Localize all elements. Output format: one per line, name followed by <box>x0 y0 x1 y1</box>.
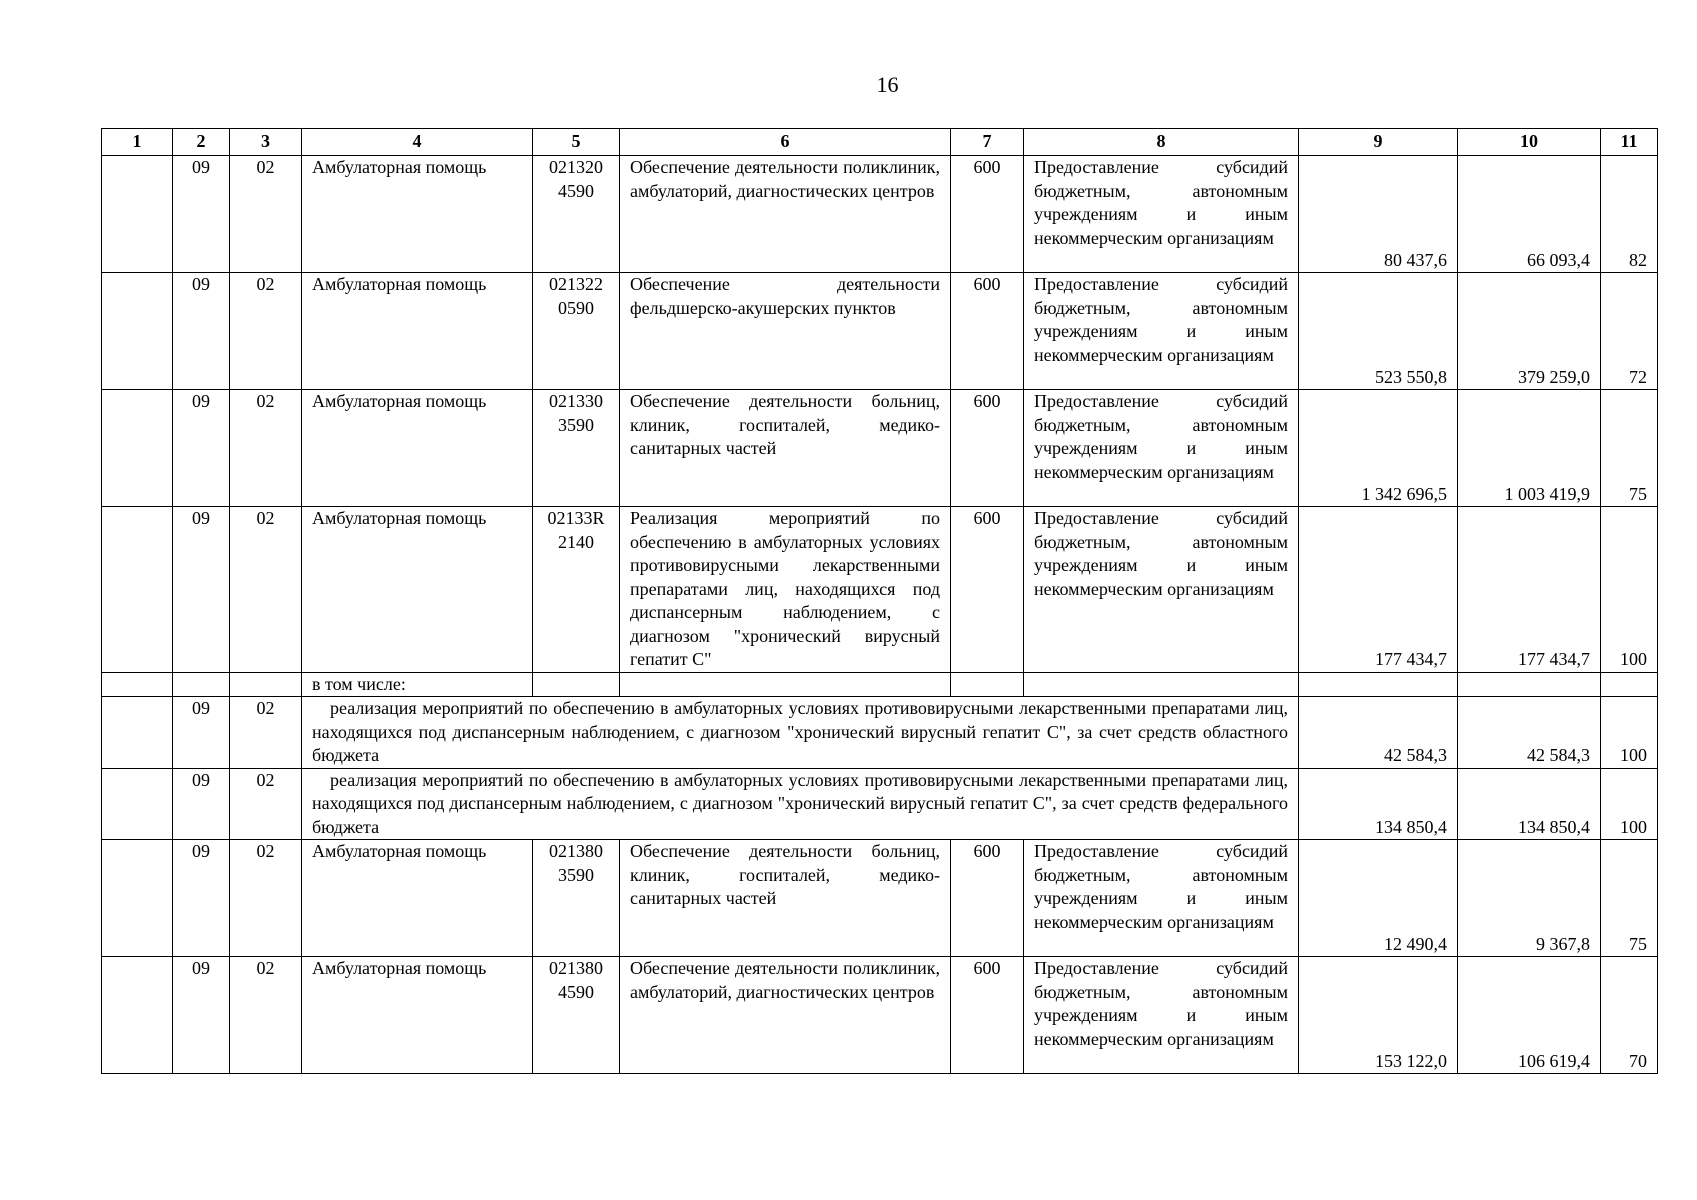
including-row <box>102 672 1658 697</box>
cell-expense-name: Предоставление субсидий бюджетным, автономным учреждениям и иным некоммерческим организациям <box>1024 390 1299 507</box>
cell-subsection: 02 <box>230 840 302 957</box>
sub-row-description: реализация мероприятий по обеспечению в амбулаторных условиях противовирусными лекарственными препаратами лиц, находящихся под диспансерным наблюдением, с диагнозом "хронический вирусный гепатит С", за счет средств федерального бюджета <box>302 768 1299 840</box>
cell-section: 09 <box>173 697 230 769</box>
cell-section: 09 <box>173 273 230 390</box>
cell-section: 09 <box>173 840 230 957</box>
header-cell: 6 <box>620 129 951 156</box>
cell-actual: 134 850,4 <box>1458 768 1601 840</box>
cell-description: Обеспечение деятельности поликлиник, амбулаторий, диагностических центров <box>620 156 951 273</box>
header-cell: 3 <box>230 129 302 156</box>
cell-col1 <box>102 697 173 769</box>
cell-section: 09 <box>173 507 230 673</box>
cell-subsection: 02 <box>230 156 302 273</box>
code-part2: 3590 <box>558 864 594 885</box>
table-row <box>102 273 1658 390</box>
code-part1: 021320 <box>549 157 603 177</box>
cell-actual: 66 093,4 <box>1458 156 1601 273</box>
code-part2: 0590 <box>558 297 594 318</box>
code-part2: 3590 <box>558 414 594 435</box>
cell-name: Амбулаторная помощь <box>302 273 533 390</box>
header-cell: 9 <box>1299 129 1458 156</box>
cell-percent: 75 <box>1601 390 1658 507</box>
cell-expense-type: 600 <box>951 507 1024 673</box>
cell-section: 09 <box>173 768 230 840</box>
cell-description: Обеспечение деятельности фельдшерско-акушерских пунктов <box>620 273 951 390</box>
cell-plan: 134 850,4 <box>1299 768 1458 840</box>
cell-expense-type: 600 <box>951 390 1024 507</box>
cell-subsection: 02 <box>230 957 302 1074</box>
page-number: 16 <box>876 72 899 97</box>
cell-name: Амбулаторная помощь <box>302 390 533 507</box>
cell-expense-name: Предоставление субсидий бюджетным, автономным учреждениям и иным некоммерческим организациям <box>1024 840 1299 957</box>
cell-actual: 177 434,7 <box>1458 507 1601 673</box>
sub-row-description: реализация мероприятий по обеспечению в амбулаторных условиях противовирусными лекарственными препаратами лиц, находящихся под диспансерным наблюдением, с диагнозом "хронический вирусный гепатит С", за счет средств областного бюджета <box>302 697 1299 769</box>
cell-subsection: 02 <box>230 273 302 390</box>
cell-percent: 70 <box>1601 957 1658 1074</box>
cell-col1 <box>102 507 173 673</box>
cell-expense-name: Предоставление субсидий бюджетным, автономным учреждениям и иным некоммерческим организациям <box>1024 273 1299 390</box>
cell-section: 09 <box>173 156 230 273</box>
cell-percent: 75 <box>1601 840 1658 957</box>
cell-percent: 100 <box>1601 507 1658 673</box>
header-cell: 4 <box>302 129 533 156</box>
cell-col1 <box>102 156 173 273</box>
cell-section: 09 <box>173 957 230 1074</box>
header-cell: 2 <box>173 129 230 156</box>
header-cell: 7 <box>951 129 1024 156</box>
code-part2: 2140 <box>558 531 594 552</box>
code-part2: 4590 <box>558 981 594 1002</box>
table-row <box>102 957 1658 1074</box>
cell-plan: 177 434,7 <box>1299 507 1458 673</box>
sub-row <box>102 697 1658 769</box>
cell-name: Амбулаторная помощь <box>302 957 533 1074</box>
cell-col1 <box>102 273 173 390</box>
header-cell: 1 <box>102 129 173 156</box>
cell-name: Амбулаторная помощь <box>302 507 533 673</box>
cell-plan: 42 584,3 <box>1299 697 1458 769</box>
cell-plan: 523 550,8 <box>1299 273 1458 390</box>
header-cell: 5 <box>533 129 620 156</box>
cell-code <box>533 957 620 1074</box>
cell-percent: 100 <box>1601 768 1658 840</box>
cell-expense-type: 600 <box>951 156 1024 273</box>
budget-table <box>101 128 1658 1074</box>
cell-code <box>533 507 620 673</box>
cell-actual: 106 619,4 <box>1458 957 1601 1074</box>
cell-actual: 42 584,3 <box>1458 697 1601 769</box>
code-part1: 021380 <box>549 958 603 978</box>
table-row <box>102 390 1658 507</box>
table-row <box>102 507 1658 673</box>
cell-percent: 72 <box>1601 273 1658 390</box>
cell-name: Амбулаторная помощь <box>302 840 533 957</box>
cell-percent: 100 <box>1601 697 1658 769</box>
cell-actual: 1 003 419,9 <box>1458 390 1601 507</box>
cell-subsection: 02 <box>230 768 302 840</box>
cell-plan: 12 490,4 <box>1299 840 1458 957</box>
code-part2: 4590 <box>558 180 594 201</box>
code-part1: 021330 <box>549 391 603 411</box>
cell-col1 <box>102 957 173 1074</box>
cell-subsection: 02 <box>230 390 302 507</box>
cell-code <box>533 390 620 507</box>
cell-expense-type: 600 <box>951 273 1024 390</box>
cell-col1 <box>102 840 173 957</box>
cell-plan: 80 437,6 <box>1299 156 1458 273</box>
cell-expense-name: Предоставление субсидий бюджетным, автономным учреждениям и иным некоммерческим организациям <box>1024 156 1299 273</box>
cell-subsection: 02 <box>230 507 302 673</box>
header-row <box>102 129 1658 156</box>
cell-expense-type: 600 <box>951 840 1024 957</box>
cell-col1 <box>102 390 173 507</box>
cell-expense-type: 600 <box>951 957 1024 1074</box>
cell-description: Обеспечение деятельности больниц, клиник, госпиталей, медико-санитарных частей <box>620 840 951 957</box>
code-part1: 021322 <box>549 274 603 294</box>
cell-description: Реализация мероприятий по обеспечению в амбулаторных условиях противовирусными лекарственными препаратами лиц, находящихся под диспансерным наблюдением, с диагнозом "хронический вирусный гепатит С" <box>620 507 951 673</box>
cell-col1 <box>102 768 173 840</box>
cell-actual: 9 367,8 <box>1458 840 1601 957</box>
cell-percent: 82 <box>1601 156 1658 273</box>
header-cell: 11 <box>1601 129 1658 156</box>
cell-expense-name: Предоставление субсидий бюджетным, автономным учреждениям и иным некоммерческим организациям <box>1024 957 1299 1074</box>
cell-actual: 379 259,0 <box>1458 273 1601 390</box>
code-part1: 02133R <box>547 508 605 528</box>
cell-section: 09 <box>173 390 230 507</box>
header-cell: 8 <box>1024 129 1299 156</box>
header-cell: 10 <box>1458 129 1601 156</box>
cell-plan: 1 342 696,5 <box>1299 390 1458 507</box>
cell-subsection: 02 <box>230 697 302 769</box>
cell-plan: 153 122,0 <box>1299 957 1458 1074</box>
table-row <box>102 840 1658 957</box>
cell-name: Амбулаторная помощь <box>302 156 533 273</box>
sub-row <box>102 768 1658 840</box>
including-label: в том числе: <box>302 672 533 697</box>
cell-expense-name: Предоставление субсидий бюджетным, автономным учреждениям и иным некоммерческим организациям <box>1024 507 1299 673</box>
cell-code <box>533 840 620 957</box>
cell-description: Обеспечение деятельности больниц, клиник, госпиталей, медико-санитарных частей <box>620 390 951 507</box>
code-part1: 021380 <box>549 841 603 861</box>
cell-description: Обеспечение деятельности поликлиник, амбулаторий, диагностических центров <box>620 957 951 1074</box>
cell-code <box>533 273 620 390</box>
cell-code <box>533 156 620 273</box>
table-row <box>102 156 1658 273</box>
